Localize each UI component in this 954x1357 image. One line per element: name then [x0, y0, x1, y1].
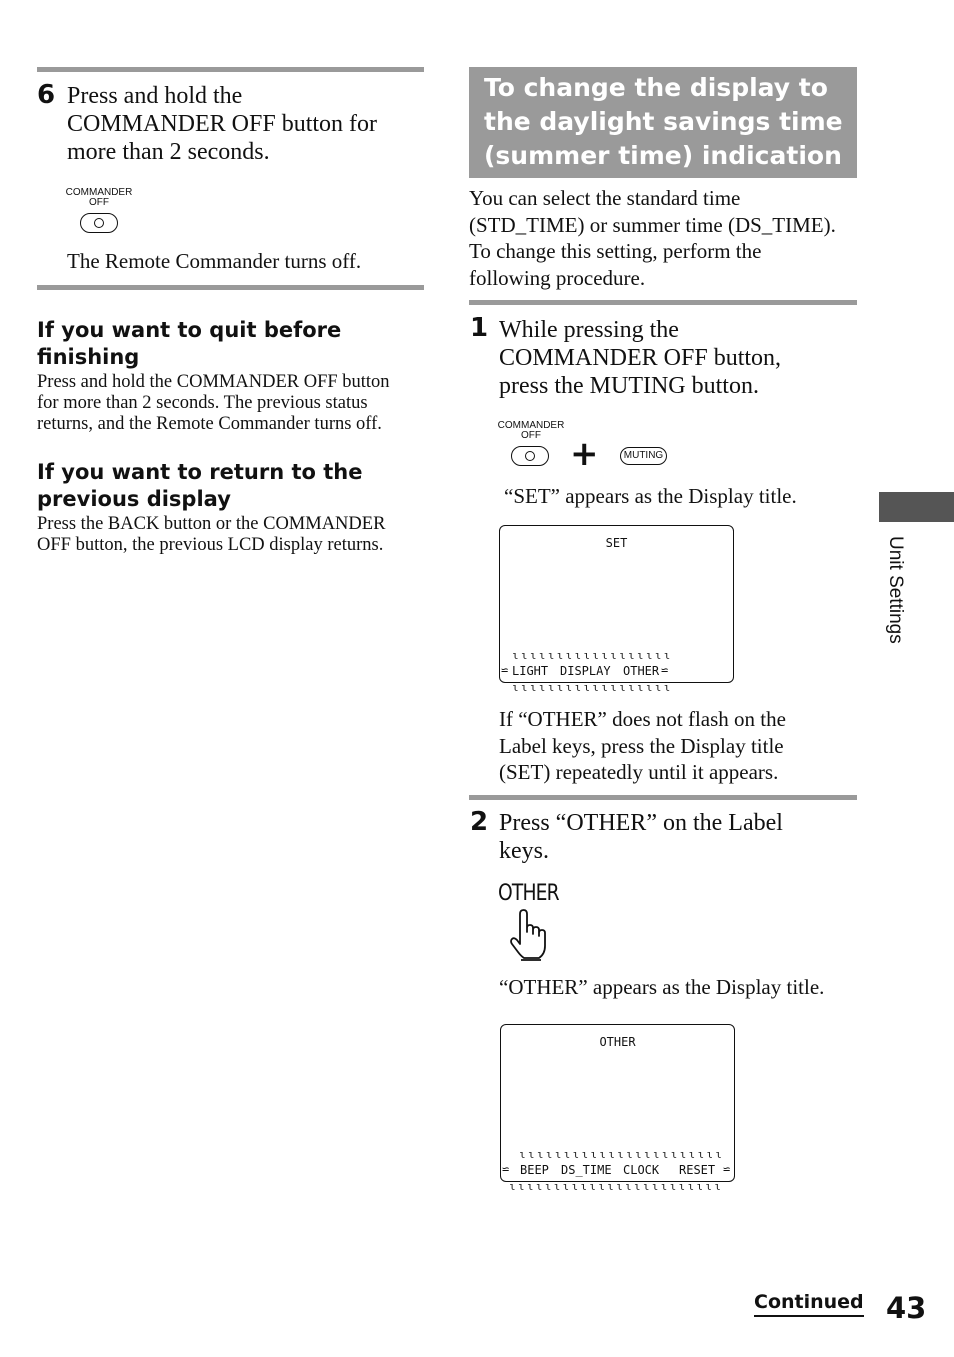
- lcd-key-clock: CLOCK: [623, 1163, 660, 1177]
- step-2-text: Press “OTHER” on the Label keys.: [499, 810, 783, 864]
- side-tab-label: Unit Settings: [885, 536, 906, 644]
- lcd-key-other: OTHER: [623, 664, 660, 678]
- muting-button-icon: [620, 447, 667, 465]
- lcd-key-display: DISPLAY: [560, 664, 611, 678]
- quit-heading: If you want to quit before finishing: [37, 318, 342, 369]
- lcd-flash-marks-top-2: ɩɩɩɩɩɩɩɩɩɩɩɩɩɩɩɩɩɩɩɩɩɩɩ: [519, 1148, 725, 1161]
- lcd-flash-marks-top: ɩɩɩɩɩɩɩɩɩɩɩɩɩɩɩɩɩɩ: [512, 649, 673, 662]
- top-rule-left: [37, 67, 424, 72]
- section-title-banner: [469, 67, 857, 178]
- step-1-note: If “OTHER” does not flash on the Label keys, press the Display title (SET) repeatedly until it appears.: [499, 707, 786, 784]
- lcd-display-other: [500, 1024, 735, 1193]
- side-tab-block: [879, 492, 954, 522]
- commander-off-label-2: COMMANDER OFF: [497, 420, 565, 441]
- continued-label: Continued: [754, 1290, 864, 1317]
- lcd-title: SET: [605, 536, 628, 550]
- step-2-number: 2: [470, 807, 489, 837]
- commander-off-label: COMMANDER OFF: [65, 187, 133, 208]
- muting-label: MUTING: [623, 450, 664, 461]
- return-heading: If you want to return to the previous display: [37, 460, 363, 511]
- other-key-label: OTHER: [498, 881, 559, 906]
- return-body: Press the BACK button or the COMMANDER OFF button, the previous LCD display returns.: [37, 514, 386, 555]
- lcd-key-reset: RESET: [679, 1163, 716, 1177]
- lcd-key-beep: BEEP: [520, 1163, 549, 1177]
- section-title: To change the display to the daylight savings time (summer time) indication: [484, 73, 843, 170]
- step-2-result: “OTHER” appears as the Display title.: [499, 975, 825, 999]
- step-1-number: 1: [470, 313, 489, 343]
- lcd-flash-marks-bottom-2: ɩɩɩɩɩɩɩɩɩɩɩɩɩɩɩɩɩɩɩɩɩɩɩɩ: [509, 1180, 724, 1193]
- plus-icon: +: [570, 434, 599, 474]
- step-6-bottom-rule: [37, 285, 424, 290]
- lcd-key-ds-time: DS_TIME: [561, 1163, 612, 1177]
- quit-body: Press and hold the COMMANDER OFF button for more than 2 seconds. The previous status returns, and the Remote Commander turns off.: [37, 372, 390, 434]
- commander-off-button-icon-2: [511, 446, 549, 466]
- step-6-number: 6: [37, 80, 56, 110]
- intro-text: You can select the standard time (STD_TIME) or summer time (DS_TIME). To change this setting, perform the following procedure.: [469, 186, 836, 290]
- step-6-result: The Remote Commander turns off.: [67, 249, 362, 273]
- lcd-flash-marks-bottom: ɩɩɩɩɩɩɩɩɩɩɩɩɩɩɩɩɩɩ: [512, 681, 673, 694]
- lcd-key-light: LIGHT: [512, 664, 549, 678]
- lcd-flash-right: ⋍: [661, 663, 669, 677]
- page-number: 43: [886, 1291, 927, 1325]
- step-1-text: While pressing the COMMANDER OFF button, press the MUTING button.: [499, 317, 782, 399]
- lcd-display-set: [499, 525, 734, 694]
- lcd-title-2: OTHER: [599, 1035, 636, 1049]
- lcd-flash-left-2: ⋍: [502, 1162, 510, 1176]
- step-6-text: Press and hold the COMMANDER OFF button for more than 2 seconds.: [67, 83, 378, 165]
- step-1-result: “SET” appears as the Display title.: [504, 484, 797, 508]
- step-2-top-rule: [469, 795, 857, 800]
- lcd-flash-right-2: ⋍: [723, 1162, 731, 1176]
- commander-off-button-icon: [80, 213, 118, 233]
- pointing-hand-icon: [508, 908, 550, 962]
- step-1-top-rule: [469, 300, 857, 305]
- lcd-flash-left: ⋍: [501, 663, 509, 677]
